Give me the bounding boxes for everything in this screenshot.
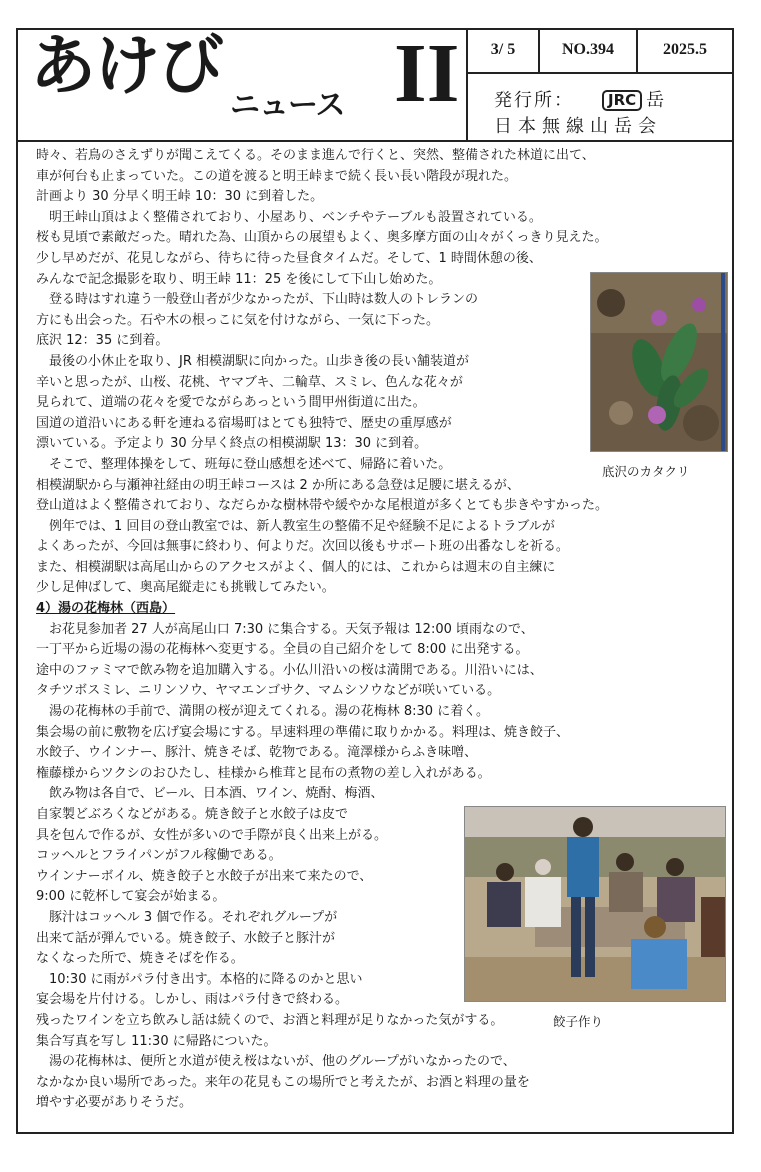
katakuri-caption: 底沢のカタクリ [602,464,690,479]
text-line: 時々、若鳥のさえずりが聞こえてくる。そのまま進んで行くと、突然、整備された林道に出て、 [36,148,595,163]
publisher-name: 日本無線山岳会 [494,116,662,137]
text-line: 集会場の前に敷物を広げ宴会場にする。早速料理の準備に取りかかる。料理は、焼き餃子、 [36,724,570,740]
text-line: 一丁平から近場の湯の花梅林へ変更する。全員の自己紹介をして 8:00 に出発する。 [36,642,529,658]
issue-date: 2025.5 [663,41,707,58]
text-line: 10:30 に雨がパラ付き出す。本格的に降るのかと思い [36,971,363,987]
text-line: 集合写真を写し 11:30 に帰路についた。 [36,1033,277,1049]
text-line: 方にも出会った。石や木の根っこに気を付けながら、一気に下った。 [36,312,440,328]
gyoza-image [465,807,726,1002]
text-line: 見られて、道端の花々を愛でながらあっという間甲州街道に出た。 [36,395,426,411]
katakuri-image [591,273,728,452]
text-line: 例年では、1 回目の登山教室では、新人教室生の整備不足や経験不足によるトラブルが [36,518,555,534]
publisher-mark: 岳 [646,90,667,111]
text-line: また、相模湖駅は高尾山からのアクセスがよく、個人的には、これからは週末の自主練に [36,559,556,575]
text-line: そこで、整理体操をして、班毎に登山感想を述べて、帰路に着いた。 [36,456,452,472]
text-line: 登る時はすれ違う一般登山者が少なかったが、下山時は数人のトレランの [36,292,479,308]
text-line: 水餃子、ウインナー、豚汁、焼きそば、乾物である。滝澤様からふき味噌、 [36,745,478,761]
text-line: 湯の花梅林は、便所と水道が使え桜はないが、他のグループがいなかったので、 [36,1054,516,1070]
text-line: 最後の小休止を取り、JR 相模湖駅に向かった。山歩き後の長い舗装道が [36,353,469,369]
text-line: 漂いている。予定より 30 分早く終点の相模湖駅 13：30 に到着。 [36,436,428,452]
text-line: 出来て話が弾んでいる。焼き餃子、水餃子と豚汁が [36,930,336,946]
title-numeral: II [394,27,460,120]
text-line: 宴会場を片付ける。しかし、雨はパラ付きで終わる。 [36,992,349,1008]
text-line: 登山道はよく整備されており、なだらかな樹林帯や緩やかな尾根道が多くとても歩きやすかった。 [36,498,609,514]
text-line: お花見参加者 27 人が高尾山口 7:30 に集合する。天気予報は 12:00 頃雨なので、 [36,621,534,637]
text-line: 残ったワインを立ち飲みし話は続くので、お酒と料理が足りなかった気がする。 [36,1012,504,1028]
title-kana: あけび [30,26,222,104]
text-line: コッヘルとフライパンがフル稼働である。 [36,848,282,864]
section-heading: 4）湯の花梅林（西島） [36,601,176,617]
text-line: 国道の道沿いにある軒を連ねる宿場町はとても独特で、歴史の重厚感が [36,415,452,431]
text-line: 自家製どぶろくなどがある。焼き餃子と水餃子は皮で [36,807,349,822]
text-line: 少し足伸ばして、奥高尾縦走にも挑戦してみたい。 [36,580,335,596]
title-news: ニュース [230,88,345,123]
publisher-block [468,74,732,140]
gyoza-caption: 餃子作り [553,1014,604,1029]
text-line: 相模湖駅から与瀬神社経由の明王峠コースは 2 か所にある急登は足腰に堪えるが、 [36,477,520,493]
text-line: ウインナーボイル、焼き餃子と水餃子が出来て来たので、 [36,868,373,884]
text-line: なかなか良い場所であった。来年の花見もこの場所でと考えたが、お酒と料理の量を [36,1074,530,1090]
text-line: 計画より 30 分早く明王峠 10：30 に到着した。 [36,189,324,205]
text-line: 9:00 に乾杯して宴会が始まる。 [36,889,226,905]
publisher-label: 発行所： [494,90,574,111]
text-line: 具を包んで作るが、女性が多いので手際が良く出来上がる。 [36,827,388,843]
text-line: 明王峠山頂はよく整備されており、小屋あり、ベンチやテーブルも設置されている。 [36,209,542,225]
page-number: 3/ 5 [468,28,540,72]
publisher-line [494,86,666,112]
text-line: なくなった所で、焼きそばを作る。 [36,951,244,967]
jrc-badge: JRC [602,90,642,111]
katakuri-photo [590,272,728,452]
text-line: 底沢 12：35 に到着。 [36,333,169,349]
text-line: 飲み物は各自で、ビール、日本酒、ワイン、焼酎、梅酒、 [36,786,384,802]
gyoza-photo [464,806,726,1002]
text-line: よくあったが、今回は無事に終わり、何よりだ。次回以後もサポート班の出番なしを祈る。 [36,539,569,555]
text-line: みんなで記念撮影を取り、明王峠 11：25 を後にして下山し始めた。 [36,271,442,287]
text-line: 桜も見頃で素敵だった。晴れた為、山頂からの展望もよく、奥多摩方面の山々がくっきり見えた。 [36,230,608,246]
text-line: 辛いと思ったが、山桜、花桃、ヤマブキ、二輪草、スミレ、色んな花々が [36,374,463,390]
issue-info [468,28,732,74]
issue-number: NO.394 [540,28,638,72]
newsletter-title [16,28,468,140]
text-line: タチツボスミレ、ニリンソウ、ヤマエンゴサク、マムシソウなどが咲いている。 [36,683,501,699]
text-line: 車が何台も止まっていた。この道を渡ると明王峠まで続く長い長い階段が現れた。 [36,168,518,184]
text-line: 権藤様からツクシのおひたし、桂様から椎茸と昆布の煮物の差し入れがある。 [36,765,491,781]
text-line: 途中のファミマで飲み物を追加購入する。小仏川沿いの桜は満開である。川沿いには、 [36,662,543,678]
text-line: 豚汁はコッヘル 3 個で作る。それぞれグループが [36,909,338,925]
masthead [16,28,734,142]
text-line: 増やす必要がありそうだ。 [36,1095,193,1111]
text-line: 少し早めだが、花見しながら、待ちに待った昼食タイムだ。そして、1 時間休憩の後、 [36,250,542,266]
text-line: 湯の花梅林の手前で、満開の桜が迎えてくれる。湯の花梅林 8:30 に着く。 [36,704,489,720]
